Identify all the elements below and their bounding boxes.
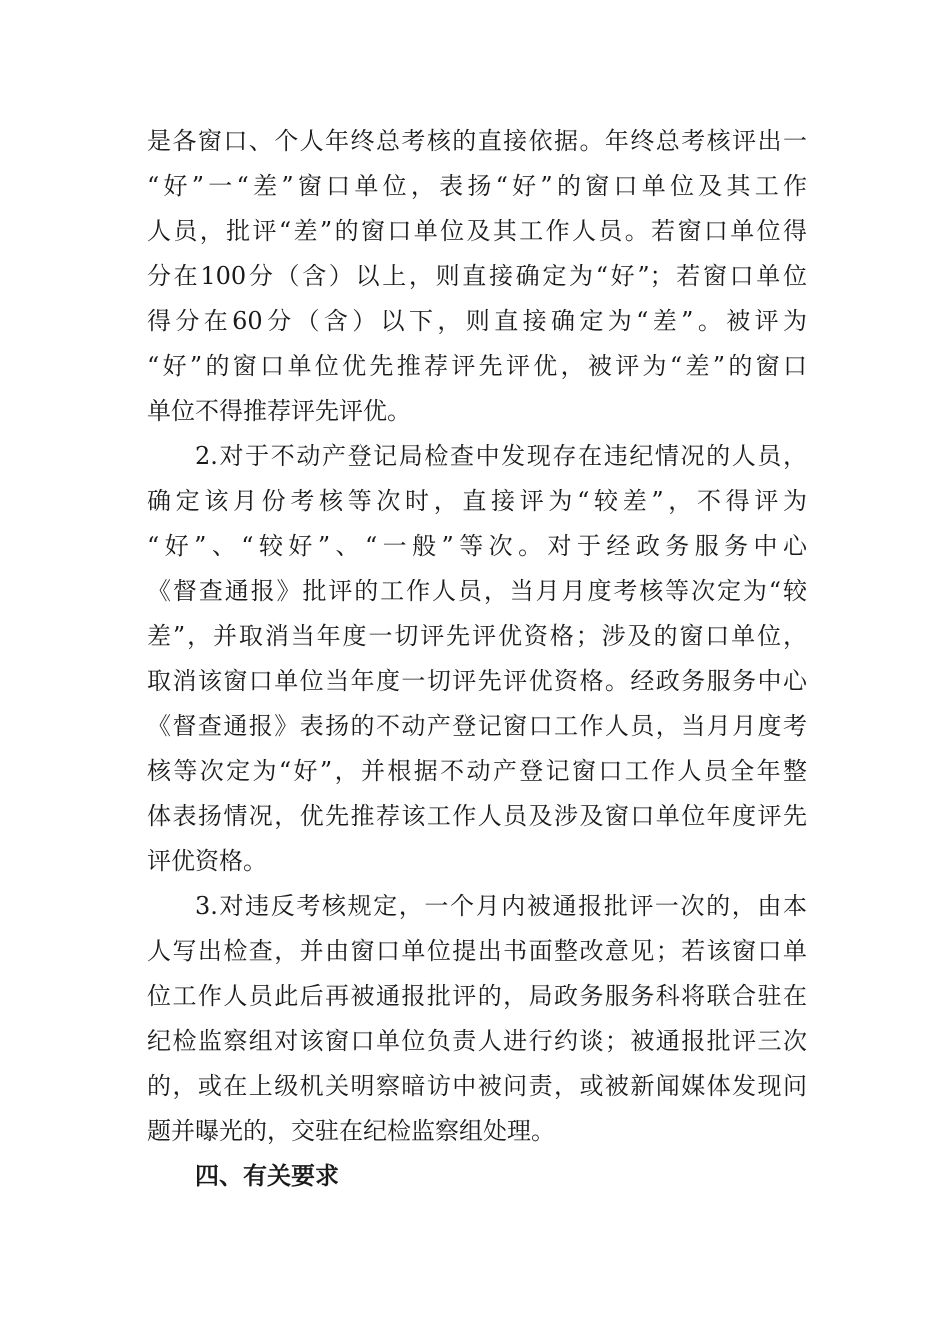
paragraph-line: “好”的窗口单位优先推荐评先评优，被评为“差”的窗口 [147, 352, 807, 380]
paragraph-line: 人写出检查，并由窗口单位提出书面整改意见；若该窗口单 [147, 937, 807, 965]
paragraph-2 [147, 434, 807, 884]
paragraph-line: 评优资格。 [147, 847, 267, 875]
paragraph-line: 3.对违反考核规定，一个月内被通报批评一次的，由本 [195, 892, 807, 920]
paragraph-line: 分在100分（含）以上，则直接确定为“好”；若窗口单位 [147, 262, 807, 290]
paragraph-line: 得分在60分（含）以下，则直接确定为“差”。被评为 [147, 307, 807, 335]
paragraph-line: 《督查通报》表扬的不动产登记窗口工作人员，当月月度考 [147, 712, 807, 740]
paragraph-line: 是各窗口、个人年终总考核的直接依据。年终总考核评出一 [147, 127, 807, 155]
paragraph-line: “好”一“差”窗口单位，表扬“好”的窗口单位及其工作 [147, 172, 807, 200]
document-body [147, 119, 807, 1199]
paragraph-line: 核等次定为“好”，并根据不动产登记窗口工作人员全年整 [147, 757, 807, 785]
paragraph-line: 取消该窗口单位当年度一切评先评优资格。经政务服务中心 [147, 667, 807, 695]
paragraph-line: 《督查通报》批评的工作人员，当月月度考核等次定为“较 [147, 577, 807, 605]
paragraph-1 [147, 119, 807, 434]
paragraph-line: 的，或在上级机关明察暗访中被问责，或被新闻媒体发现问 [147, 1072, 807, 1100]
paragraph-line: “好”、“较好”、“一般”等次。对于经政务服务中心 [147, 532, 807, 560]
paragraph-line: 题并曝光的，交驻在纪检监察组处理。 [147, 1117, 555, 1145]
paragraph-line: 纪检监察组对该窗口单位负责人进行约谈；被通报批评三次 [147, 1027, 807, 1055]
paragraph-line: 人员，批评“差”的窗口单位及其工作人员。若窗口单位得 [147, 217, 807, 245]
paragraph-line: 单位不得推荐评先评优。 [147, 397, 411, 425]
paragraph-line: 差”，并取消当年度一切评先评优资格；涉及的窗口单位， [147, 622, 807, 650]
paragraph-3 [147, 884, 807, 1154]
paragraph-line: 确定该月份考核等次时，直接评为“较差”，不得评为 [147, 487, 807, 515]
paragraph-line: 2.对于不动产登记局检查中发现存在违纪情况的人员， [195, 442, 807, 470]
paragraph-line: 位工作人员此后再被通报批评的，局政务服务科将联合驻在 [147, 982, 807, 1010]
paragraph-line: 体表扬情况，优先推荐该工作人员及涉及窗口单位年度评先 [147, 802, 807, 830]
section-heading: 四、有关要求 [195, 1162, 339, 1190]
